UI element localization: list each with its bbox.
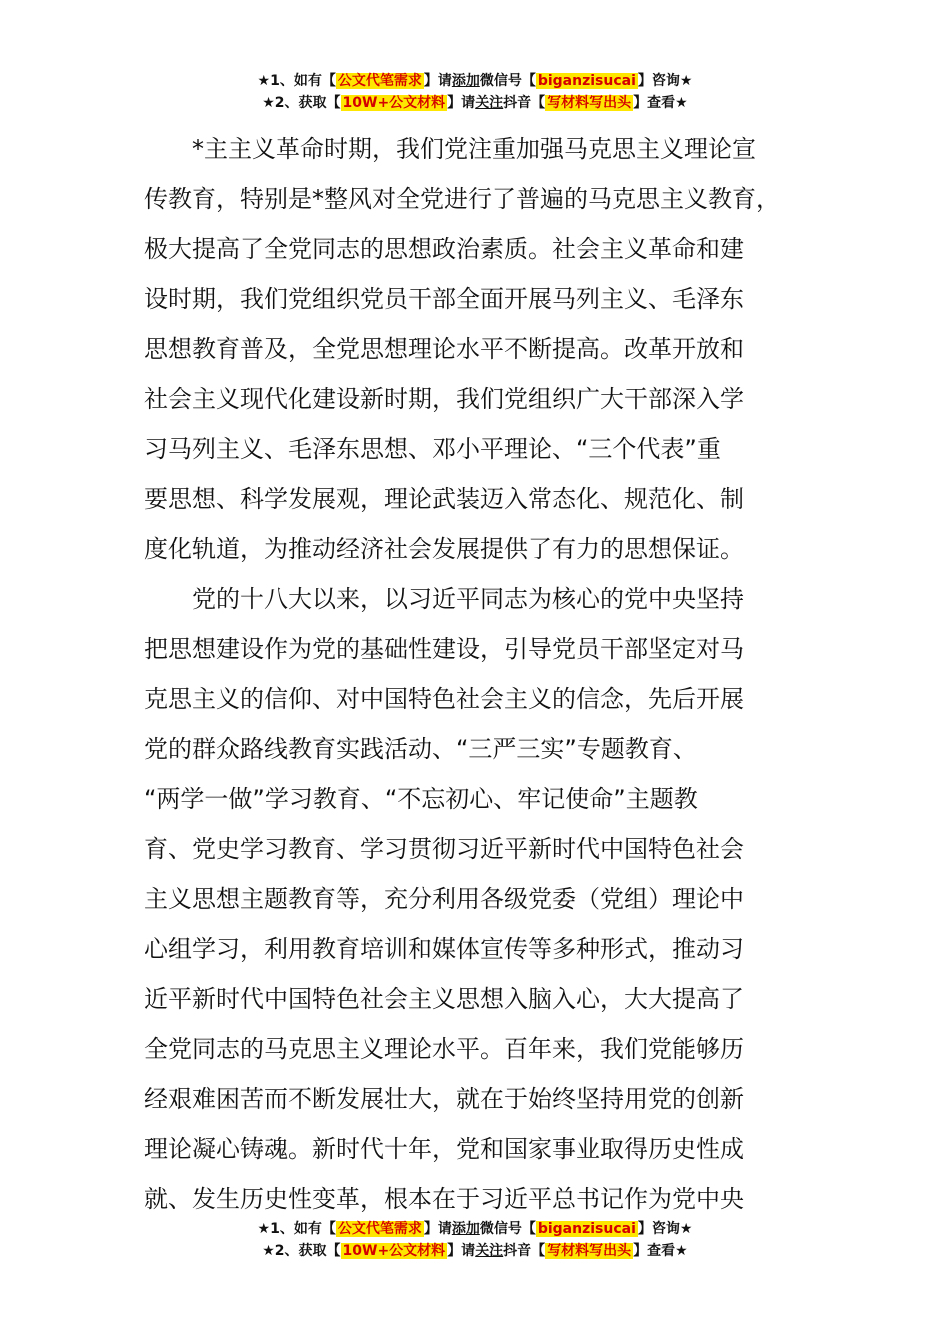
text-line: 心组学习，利用教育培训和媒体宣传等多种形式，推动习 [144, 935, 744, 963]
banner-line-1 [0, 70, 950, 92]
banner-text: ★2、获取【 [262, 95, 341, 111]
text-line: 理论凝心铸魂。新时代十年，党和国家事业取得历史性成 [144, 1135, 744, 1163]
text-line: 要思想、科学发展观，理论武装迈入常态化、规范化、制 [144, 485, 744, 513]
banner-text: 】请 [447, 1243, 476, 1259]
text-line: 党的群众路线教育实践活动、“三严三实”专题教育、 [144, 735, 697, 763]
banner-highlight: 写材料写出头 [547, 95, 632, 111]
banner-text: ★1、如有【 [257, 73, 336, 89]
banner-text: ★2、获取【 [262, 1243, 341, 1259]
text-line: 党的十八大以来，以习近平同志为核心的党中央坚持 [192, 585, 744, 613]
document-body [144, 124, 824, 1224]
text-line: 社会主义现代化建设新时期，我们党组织广大干部深入学 [144, 385, 744, 413]
footer-banner [0, 1218, 950, 1262]
banner-underline: 添加 [451, 73, 480, 89]
banner-text: 】查看★ [633, 1243, 688, 1259]
text-line: 经艰难困苦而不断发展壮大，就在于始终坚持用党的创新 [144, 1085, 744, 1113]
banner-highlight: biganzisucai [537, 73, 636, 89]
banner-underline: 关注 [475, 95, 504, 111]
banner-highlight: 10W+公文材料 [342, 1243, 446, 1259]
banner-text: 】咨询★ [637, 73, 693, 89]
text-line: 传教育，特别是*整风对全党进行了普遍的马克思主义教育， [144, 185, 780, 213]
text-line: 习马列主义、毛泽东思想、邓小平理论、“三个代表”重 [144, 435, 721, 463]
banner-highlight: 公文代笔需求 [337, 1221, 422, 1237]
banner-highlight: 公文代笔需求 [337, 73, 422, 89]
banner-text: 抖音【 [503, 95, 546, 111]
text-line: “两学一做”学习教育、“不忘初心、牢记使命”主题教 [144, 785, 698, 813]
header-banner [0, 70, 950, 114]
banner-text: 】咨询★ [637, 1221, 693, 1237]
banner-line-1 [0, 1218, 950, 1240]
text-line: 思想教育普及，全党思想理论水平不断提高。改革开放和 [144, 335, 744, 363]
text-line: 育、党史学习教育、学习贯彻习近平新时代中国特色社会 [144, 835, 744, 863]
text-line: 近平新时代中国特色社会主义思想入脑入心，大大提高了 [144, 985, 744, 1013]
text-line: 克思主义的信仰、对中国特色社会主义的信念，先后开展 [144, 685, 744, 713]
banner-text: 微信号【 [479, 73, 536, 89]
text-line: 主义思想主题教育等，充分利用各级党委（党组）理论中 [144, 885, 744, 913]
text-line: 极大提高了全党同志的思想政治素质。社会主义革命和建 [144, 235, 744, 263]
text-line: 度化轨道，为推动经济社会发展提供了有力的思想保证。 [144, 535, 744, 563]
banner-underline: 添加 [451, 1221, 480, 1237]
banner-text: 】请 [423, 73, 452, 89]
banner-highlight: 10W+公文材料 [342, 95, 446, 111]
banner-text: 微信号【 [479, 1221, 536, 1237]
banner-highlight: 写材料写出头 [547, 1243, 632, 1259]
banner-text: 】查看★ [633, 95, 688, 111]
banner-text: 】请 [447, 95, 476, 111]
banner-highlight: biganzisucai [537, 1221, 636, 1237]
banner-text: 抖音【 [503, 1243, 546, 1259]
banner-line-2 [0, 92, 950, 114]
text-line: 就、发生历史性变革，根本在于习近平总书记作为党中央 [144, 1185, 744, 1213]
text-line: 设时期，我们党组织党员干部全面开展马列主义、毛泽东 [144, 285, 744, 313]
banner-text: 】请 [423, 1221, 452, 1237]
text-line: 全党同志的马克思主义理论水平。百年来，我们党能够历 [144, 1035, 744, 1063]
text-line: 把思想建设作为党的基础性建设，引导党员干部坚定对马 [144, 635, 744, 663]
text-line: *主主义革命时期，我们党注重加强马克思主义理论宣 [192, 135, 756, 163]
banner-text: ★1、如有【 [257, 1221, 336, 1237]
banner-line-2 [0, 1240, 950, 1262]
banner-underline: 关注 [475, 1243, 504, 1259]
